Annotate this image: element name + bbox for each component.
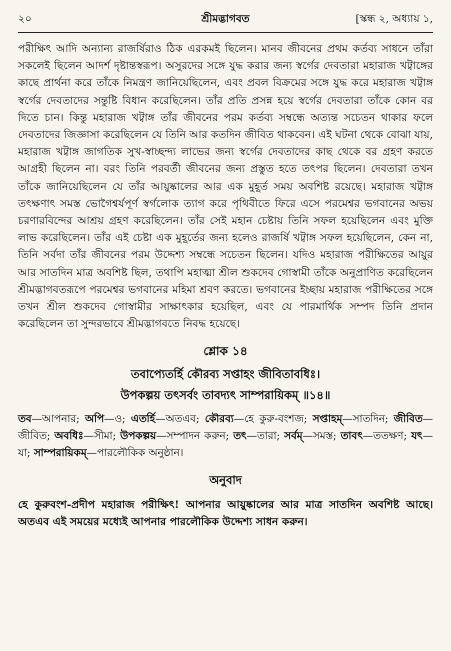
header-divider: [18, 32, 433, 33]
synonym-meaning: ও: [114, 413, 123, 426]
synonym-meaning: সাতদিন: [352, 413, 385, 426]
verse-line-1: তবাপ্যেতর্হি কৌরব্য সপ্তাহং জীবিতাবধিঃ।: [130, 367, 321, 382]
synonym-meaning: সীমা: [93, 430, 113, 443]
synonym-meaning: অতএব: [165, 413, 196, 426]
book-title: শ্রীমদ্ভাগবত: [201, 13, 250, 25]
synonym-word: যৎ: [411, 430, 423, 443]
translation-text: হে কুরুবংশ-প্রদীপ মহারাজ পরীক্ষিৎ! আপনার আয়ুষ্কালের আর মাত্র সাতদিন অবশিষ্ট আছে। অতএব এই সময়ের মধ্যেই আপনার পারলৌকিক উদ্দেশ্য সাধন করুন।: [18, 499, 433, 529]
synonym-word: উপকল্পয়: [120, 430, 157, 443]
synonym-word: সাম্পরায়িকম্: [33, 447, 87, 460]
synonym-meaning: আপনার: [41, 413, 77, 426]
section-reference: [স্কন্ধ ২, অধ্যায় ১,: [355, 13, 433, 25]
synonym-word: তৎ: [233, 430, 247, 443]
synonym-meaning: যা: [18, 447, 27, 460]
synonym-word: জীবিত: [393, 413, 423, 426]
synonym-meaning: সম্পাদন করুন: [166, 430, 226, 443]
synonym-meaning: হে কুরু-বংশজ: [244, 413, 304, 426]
synonym-word: সর্বম্: [284, 430, 303, 443]
synonym-meaning: জীবিত: [18, 430, 47, 443]
synonym-word: তাবৎ: [340, 430, 363, 443]
page-header: [18, 12, 433, 30]
synonym-word: তব: [18, 413, 32, 426]
synonym-meaning: ততক্ষণ: [373, 430, 404, 443]
page-number: ২০: [18, 13, 32, 25]
synonym-meaning: পারলৌকিক অনুষ্ঠান: [96, 447, 180, 460]
translation-heading: অনুবাদ: [209, 473, 242, 488]
synonyms-block: তব—আপনার; অপি—ও; এতর্হি—অতএব; কৌরব্য—হে কুরু-বংশজ; সপ্তাহম্—সাতদিন; জীবিত—জীবিত; অবধিঃ—সীমা; উপকল্পয়—সম্পাদন করুন; তৎ—তারা; সর্বম্—সমস্ত; তাবৎ—ততক্ষণ; যৎ—যা; সাম্পরায়িকম্—পারলৌকিক অনুষ্ঠান।: [18, 413, 434, 460]
purport-text: পরীক্ষিৎ আদি অন্যান্য রাজর্ষিরাও ঠিক এরকমই ছিলেন। মানব জীবনের প্রথম কর্তব্য সাধনে তাঁরা সকলেই ছিলেন আদর্শ দৃষ্টান্তস্বরূপ। অসুরদের সঙ্গে যুদ্ধ করার জন্য স্বর্গের দেবতারা মহারাজ খট্বাঙ্গের কাছে প্রার্থনা করে তাঁকে নিমন্ত্রণ জানিয়েছিলেন, এবং প্রবল বিক্রমের সঙ্গে যুদ্ধ করে মহারাজ খট্বাঙ্গ স্বর্গের দেবতাদের সন্তুষ্টি বিধান করেছিলেন। তাঁর প্রতি প্রসন্ন হয়ে স্বর্গের দেবতারা তাঁকে কোন বর দিতে চান। কিন্তু মহারাজ খট্বাঙ্গ তাঁর জীবনের পরম কর্তব্য সম্বন্ধে অত্যন্ত সচেতন থাকার ফলে দেবতাদের জিজ্ঞাসা করেছিলেন যে তিনি আর কতদিন জীবিত থাকবেন। এই ঘটনা থেকে বোঝা যায়, মহারাজ খট্বাঙ্গ জাগতিক সুখ-স্বাচ্ছন্দ্য লাভের জন্য স্বর্গের দেবতাদের কাছ থেকে বর গ্রহণ করতে আগ্রহী ছিলেন না। বরং তিনি পরবর্তী জীবনের জন্য প্রস্তুত হতে তৎপর ছিলেন। দেবতারা তখন তাঁকে জানিয়েছিলেন যে তাঁর আয়ুষ্কালের আর এক মুহূর্ত সময় অবশিষ্ট রয়েছে। মহারাজ খট্বাঙ্গ তৎক্ষণাৎ সমস্ত ভোগৈশ্বর্যপূর্ণ স্বর্গলোক ত্যাগ করে পৃথিবীতে ফিরে এসে পরমেশ্বর ভগবানের অভয় চরণারবিন্দের আশ্রয় গ্রহণ করেছিলেন। তাঁর সেই মহান চেষ্টায় তিনি সফল হয়েছিলেন এবং মুক্তি লাভ করেছিলেন। তাঁর এই চেষ্টা এক মুহূর্তের জন্য হলেও রাজর্ষি খট্বাঙ্গ সফল হয়েছিলেন, কেন না, তিনি সর্বদা তাঁর জীবনের পরম উদ্দেশ্য সম্বন্ধে সচেতন ছিলেন। যদিও মহারাজ পরীক্ষিতের আয়ুর আর সাতদিন মাত্র অবশিষ্ট ছিল, তথাপি মহাত্মা শ্রীল শুকদেব গোস্বামী তাঁকে অনুপ্রাণিত করেছিলেন শ্রীমদ্ভাগবতরূপে পরমেশ্বর ভগবানের মহিমা শ্রবণ করতে। ভগবানের ইচ্ছায় মহারাজ পরীক্ষিতের সঙ্গে তখন শ্রীল শুকদেব গোস্বামীর সাক্ষাৎকার হয়েছিল, এবং যে পারমার্থিক সম্পদ তিনি প্রদান করেছিলেন তা সুন্দরভাবে শ্রীমদ্ভাগবতে নিবদ্ধ হয়েছে।: [18, 43, 433, 331]
verse-line-2: উপকল্পয় তৎসর্বং তাবদ্যৎ সাম্পরায়িকম্ ॥১৪॥: [120, 388, 331, 403]
synonym-meaning: সমস্ত: [312, 430, 334, 443]
synonym-word: অপি: [84, 413, 104, 426]
synonym-word: সপ্তাহম্: [312, 413, 343, 426]
shloka-heading: শ্লোক ১৪: [203, 344, 248, 359]
synonym-word: কৌরব্য: [204, 413, 234, 426]
book-page: [18, 12, 433, 531]
synonym-meaning: তারা: [256, 430, 277, 443]
synonym-word: অবধিঃ: [54, 430, 84, 443]
synonym-word: এতর্হি: [130, 413, 156, 426]
